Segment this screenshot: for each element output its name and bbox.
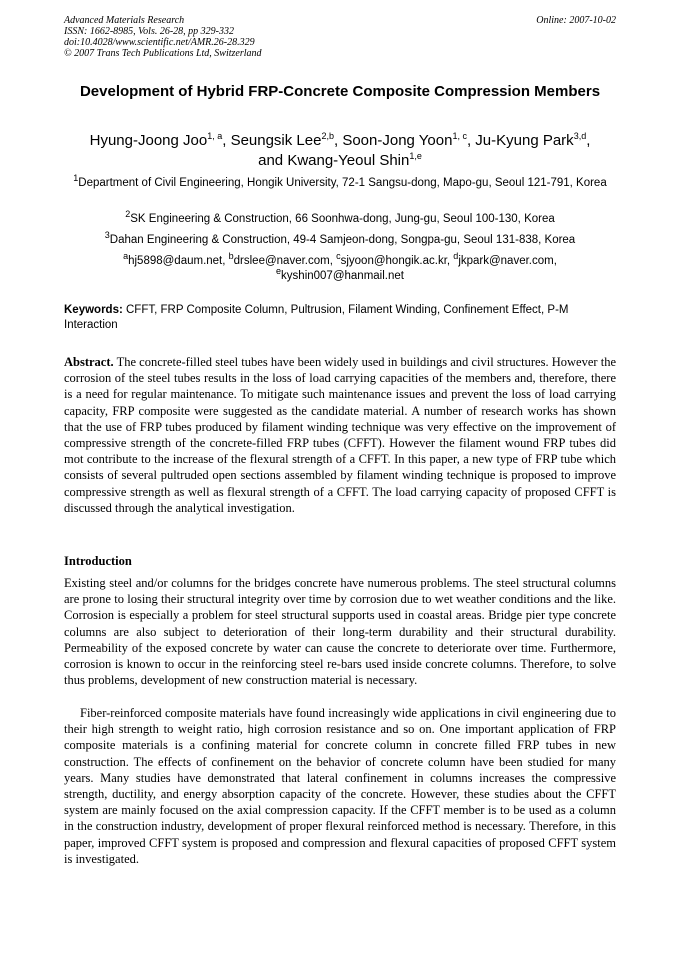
affiliation-3: $^3$Dahan Engineering & Construction, 49-4 Samjeon-dong, Songpa-gu, Seoul 131-838, Korea [104, 230, 576, 246]
author-name: Kwang-Yeoul Shin [287, 152, 410, 169]
paper-title: Development of Hybrid FRP-Concrete Composite Compression Members [79, 83, 601, 100]
email-list: $^a$hj5898@daum.net, $^b$drslee@naver.com, $^c$sjyoon@hongik.ac.kr, $^d$jkpark@naver.com, $^e$kyshin007@hanmail.net [123, 251, 557, 282]
author-name: Ju-Kyung Park [475, 132, 574, 149]
email-link[interactable]: jkpark@naver.com, [458, 255, 557, 267]
author-name: Hyung-Joong Joo [89, 132, 208, 149]
keywords-label: Keywords: [64, 304, 123, 316]
email-link[interactable]: hj5898@daum.net, [128, 255, 229, 267]
journal-name: Advanced Materials Research [64, 15, 185, 26]
section-heading-introduction: Introduction [64, 554, 132, 568]
author-name: Seungsik Lee [230, 132, 322, 149]
author-name: Soon-Jong Yoon [342, 132, 453, 149]
author-superscript: 1,e [409, 151, 422, 161]
author-superscript: 2,b [321, 131, 334, 141]
affiliation-1: $^1$Department of Civil Engineering, Hongik University, 72-1 Sangsu-dong, Mapo-gu, Seoul 121-791, Korea [73, 173, 607, 189]
keywords [64, 303, 616, 333]
email-link[interactable]: drslee@naver.com, [233, 255, 337, 267]
author-superscript: 1, c [452, 131, 467, 141]
online-date: Online: 2007-10-02 [536, 15, 616, 26]
running-header [64, 15, 616, 59]
intro-paragraph-2: Fiber-reinforced composite materials have found increasingly wide applications in civil engineering due to their high strength to weight ratio, high corrosion resistance and so on. One important application of FRP composite materials is a confining material for concrete column in concrete filled FRP tubes in new construction. The effects of confinement on the behavior of concrete column have been studied for many years. Many studies have demonstrated that lateral confinement in columns increases the compressive strength, ductility, and energy absorption capacity of the concrete. However, these studies about the CFFT system are mainly focused on the axial compression capacity. If the CFFT member is to be used as a column in the construction industry, development of proper flexural reinforced method is necessary. Therefore, in this paper, improved CFFT system is proposed and compression and flexural capacities of proposed CFFT system is investigated. [64, 706, 616, 866]
keywords-text: CFFT, FRP Composite Column, Pultrusion, Filament Winding, Confinement Effect, P-M Interaction [64, 304, 569, 331]
abstract-label: Abstract. [64, 355, 114, 369]
abstract-text: The concrete-filled steel tubes have been widely used in buildings and civil structures. However the corrosion of the steel tubes results in the loss of load carrying capacities of the members and, therefore, there is a need for regular maintenance. To mitigate such maintenance issues and prevent the loss of load carrying capacity, FRP composite were suggested as the candidate material. A number of research works has shown that the use of FRP tubes produced by filament winding technique was very effective on the improvement of compressive strength of the concrete-filled FRP tubes (CFFT). However the filament wound FRP tubes did mot contribute to the increase of the flexural strength of a CFFT. In this paper, a new type of FRP tube which consists of several pultruded open sections assembled by filament winding technique is proposed to improve compressive strength as well as flexural strength of a CFFT. The load carrying capacity of proposed CFFT is discussed through the analytical investigation. [64, 355, 616, 515]
issn-line: ISSN: 1662-8985, Vols. 26-28, pp 329-332 [64, 26, 234, 37]
email-link[interactable]: kyshin007@hanmail.net [281, 270, 404, 282]
copyright-line: © 2007 Trans Tech Publications Ltd, Switzerland [64, 48, 262, 59]
email-link[interactable]: sjyoon@hongik.ac.kr, [340, 255, 454, 267]
author-list: Hyung-Joong Joo$^{1, a}$, Seungsik Lee$^{2,b}$, Soon-Jong Yoon$^{1, c}$, Ju-Kyung Park$^{3,d}$, and Kwang-Yeoul Shin$^{1,e}$ [89, 131, 591, 169]
abstract [64, 354, 616, 516]
doi-line: doi:10.4028/www.scientific.net/AMR.26-28.329 [64, 37, 255, 48]
intro-paragraph-1: Existing steel and/or columns for the bridges concrete have numerous problems. The steel structural columns are prone to losing their structural integrity over time by corrosion due to wet weather conditions and the like. Corrosion is especially a problem for steel structural supports used in coastal areas. Bridge pier type concrete columns are also subject to deterioration of their long-term durability and their structural durability. Permeability of the exposed concrete by water can cause the concrete to deteriorate over time. Furthermore, corrosion is known to occur in the reinforcing steel re-bars used inside concrete columns. Therefore, to solve thus problems, development of new construction material is necessary. [64, 576, 616, 688]
author-superscript: 3,d [573, 131, 587, 141]
affiliation-2: $^2$SK Engineering & Construction, 66 Soonhwa-dong, Jung-gu, Seoul 100-130, Korea [125, 209, 555, 225]
author-superscript: 1, a [207, 131, 223, 141]
